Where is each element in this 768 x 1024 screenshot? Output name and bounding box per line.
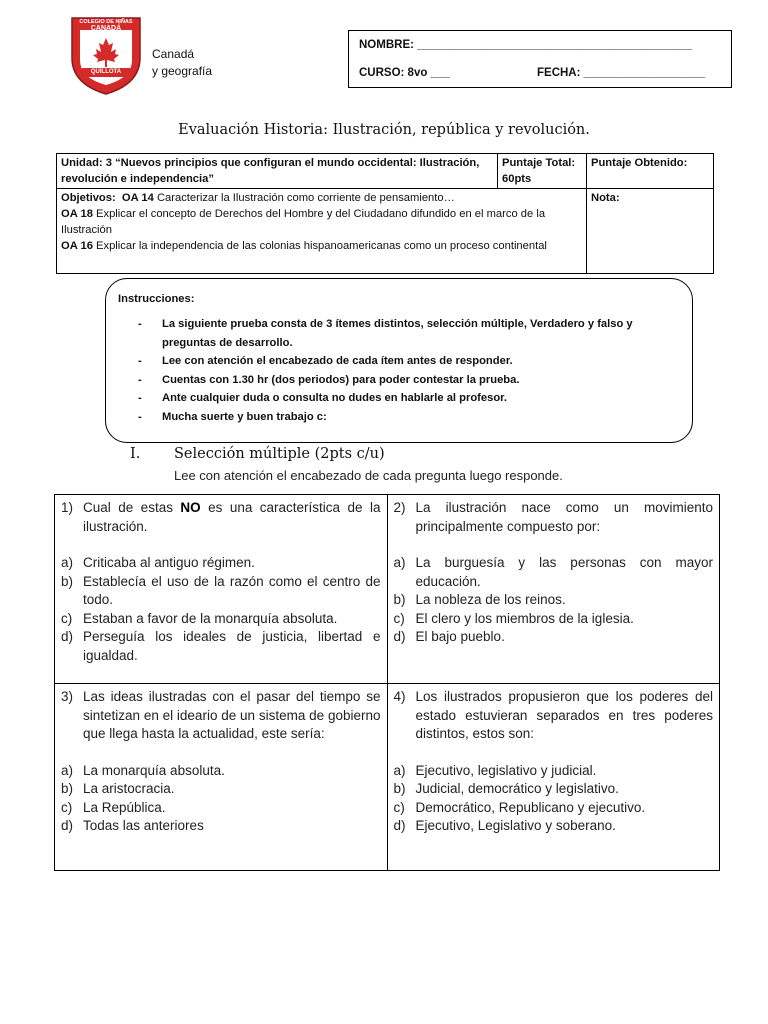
question-1 <box>55 495 388 684</box>
objectives-label: Objetivos: <box>61 192 116 204</box>
option-d[interactable]: d) Todas las anteriores <box>61 818 204 833</box>
option-c[interactable]: c) Democrático, Republicano y ejecutivo. <box>393 799 646 815</box>
logo-line1: COLEGIO DE NIÑAS <box>79 19 133 25</box>
objective-1 <box>61 190 582 206</box>
section-heading <box>130 446 385 462</box>
option-d[interactable]: d) Ejecutivo, Legislativo y soberano. <box>393 818 616 833</box>
question-2 <box>387 495 720 684</box>
instruction-item: - Lee con atención el encabezado de cada ítem antes de responder. <box>134 352 674 371</box>
option-d[interactable]: d) Perseguía los ideales de justicia, libertad e igualdad. <box>61 629 381 663</box>
instruction-item: - Mucha suerte y buen trabajo c: <box>134 408 674 427</box>
question-4 <box>387 684 720 871</box>
option-b[interactable]: b) Judicial, democrático y legislativo. <box>393 781 619 796</box>
option-c[interactable]: c) La República. <box>61 799 166 815</box>
question-text: La ilustración nace como un movimiento principalmente compuesto por: <box>415 500 713 534</box>
objective-1-code: OA 14 <box>121 192 154 204</box>
score-total-cell: Puntaje Total: 60pts <box>498 154 587 189</box>
grade-cell: Nota: <box>587 189 714 274</box>
instructions-heading: Instrucciones: <box>118 293 195 305</box>
course-field[interactable]: CURSO: 8vo ___ <box>359 67 450 79</box>
objective-2-code: OA 18 <box>61 208 93 220</box>
student-info-box <box>348 30 732 88</box>
questions-table <box>54 494 720 871</box>
section-number: I. <box>130 446 141 462</box>
page-title: Evaluación Historia: Ilustración, república y revolución. <box>178 122 590 138</box>
objective-2 <box>61 206 582 238</box>
instruction-item: - Cuentas con 1.30 hr (dos periodos) para poder contestar la prueba. <box>134 371 674 390</box>
question-text: es una característica de la ilustración. <box>83 500 381 534</box>
instructions-box <box>105 278 693 443</box>
name-field[interactable]: NOMBRE: ___________________________________________ <box>359 39 693 51</box>
option-b[interactable]: b) Establecía el uso de la razón como el centro de todo. <box>61 573 381 607</box>
logo-line3: QUILLOTA <box>90 69 122 75</box>
option-b[interactable]: b) La nobleza de los reinos. <box>393 592 566 607</box>
date-field[interactable]: FECHA: ___________________ <box>537 67 706 79</box>
question-text: Las ideas ilustradas con el pasar del tiempo se sintetizan en el ideario de un sistema de gobierno que llega hasta la actualidad, este sería: <box>83 689 381 741</box>
option-b[interactable]: b) La aristocracia. <box>61 781 175 796</box>
school-text <box>152 46 212 80</box>
section-subtitle: Lee con atención el encabezado de cada pregunta luego responde. <box>174 468 563 483</box>
option-a[interactable]: a) La burguesía y las personas con mayor educación. <box>393 555 713 589</box>
question-number: 3) <box>61 689 74 704</box>
question-3 <box>55 684 388 871</box>
school-text-line2: y geografía <box>152 64 213 78</box>
question-number: 4) <box>393 689 406 704</box>
objective-2-text: Explicar el concepto de Derechos del Hombre y del Ciudadano difundido en el marco de la Ilustración <box>61 208 546 236</box>
option-a[interactable]: a) Ejecutivo, legislativo y judicial. <box>393 762 597 778</box>
instructions-list <box>134 315 674 426</box>
unit-cell: Unidad: 3 “Nuevos principios que configuran el mundo occidental: Ilustración, revolución e independencia” <box>57 154 498 189</box>
objectives-cell <box>57 189 587 274</box>
score-obtained-cell: Puntaje Obtenido: <box>587 154 714 189</box>
objective-1-text: Caracterizar la Ilustración como corriente de pensamiento… <box>156 192 455 204</box>
logo-line2: CANADÁ <box>90 25 122 32</box>
question-number: 2) <box>393 500 406 515</box>
unit-info-table <box>56 153 714 274</box>
question-emphasis: NO <box>180 500 201 515</box>
option-a[interactable]: a) Criticaba al antiguo régimen. <box>61 555 255 570</box>
school-text-line1: Canadá <box>152 47 195 61</box>
objective-3 <box>61 238 582 254</box>
instruction-item: - La siguiente prueba consta de 3 ítemes distintos, selección múltiple, Verdadero y falso y preguntas de desarrollo. <box>134 315 674 352</box>
instruction-item: - Ante cualquier duda o consulta no dudes en hablarle al profesor. <box>134 389 674 408</box>
question-text: Los ilustrados propusieron que los poderes del estado estuvieran separados en tres poderes distintos, estos son: <box>415 689 713 741</box>
objective-3-text: Explicar la independencia de las colonias hispanoamericanas como un proceso continental <box>96 240 547 252</box>
question-text: Cual de estas <box>83 500 181 515</box>
option-c[interactable]: c) Estaban a favor de la monarquía absoluta. <box>61 610 338 626</box>
option-a[interactable]: a) La monarquía absoluta. <box>61 762 225 778</box>
question-number: 1) <box>61 500 74 515</box>
section-title: Selección múltiple (2pts c/u) <box>174 446 385 462</box>
option-d[interactable]: d) El bajo pueblo. <box>393 629 505 644</box>
objective-3-code: OA 16 <box>61 240 93 252</box>
school-logo <box>68 14 144 96</box>
option-c[interactable]: c) El clero y los miembros de la iglesia. <box>393 610 634 626</box>
